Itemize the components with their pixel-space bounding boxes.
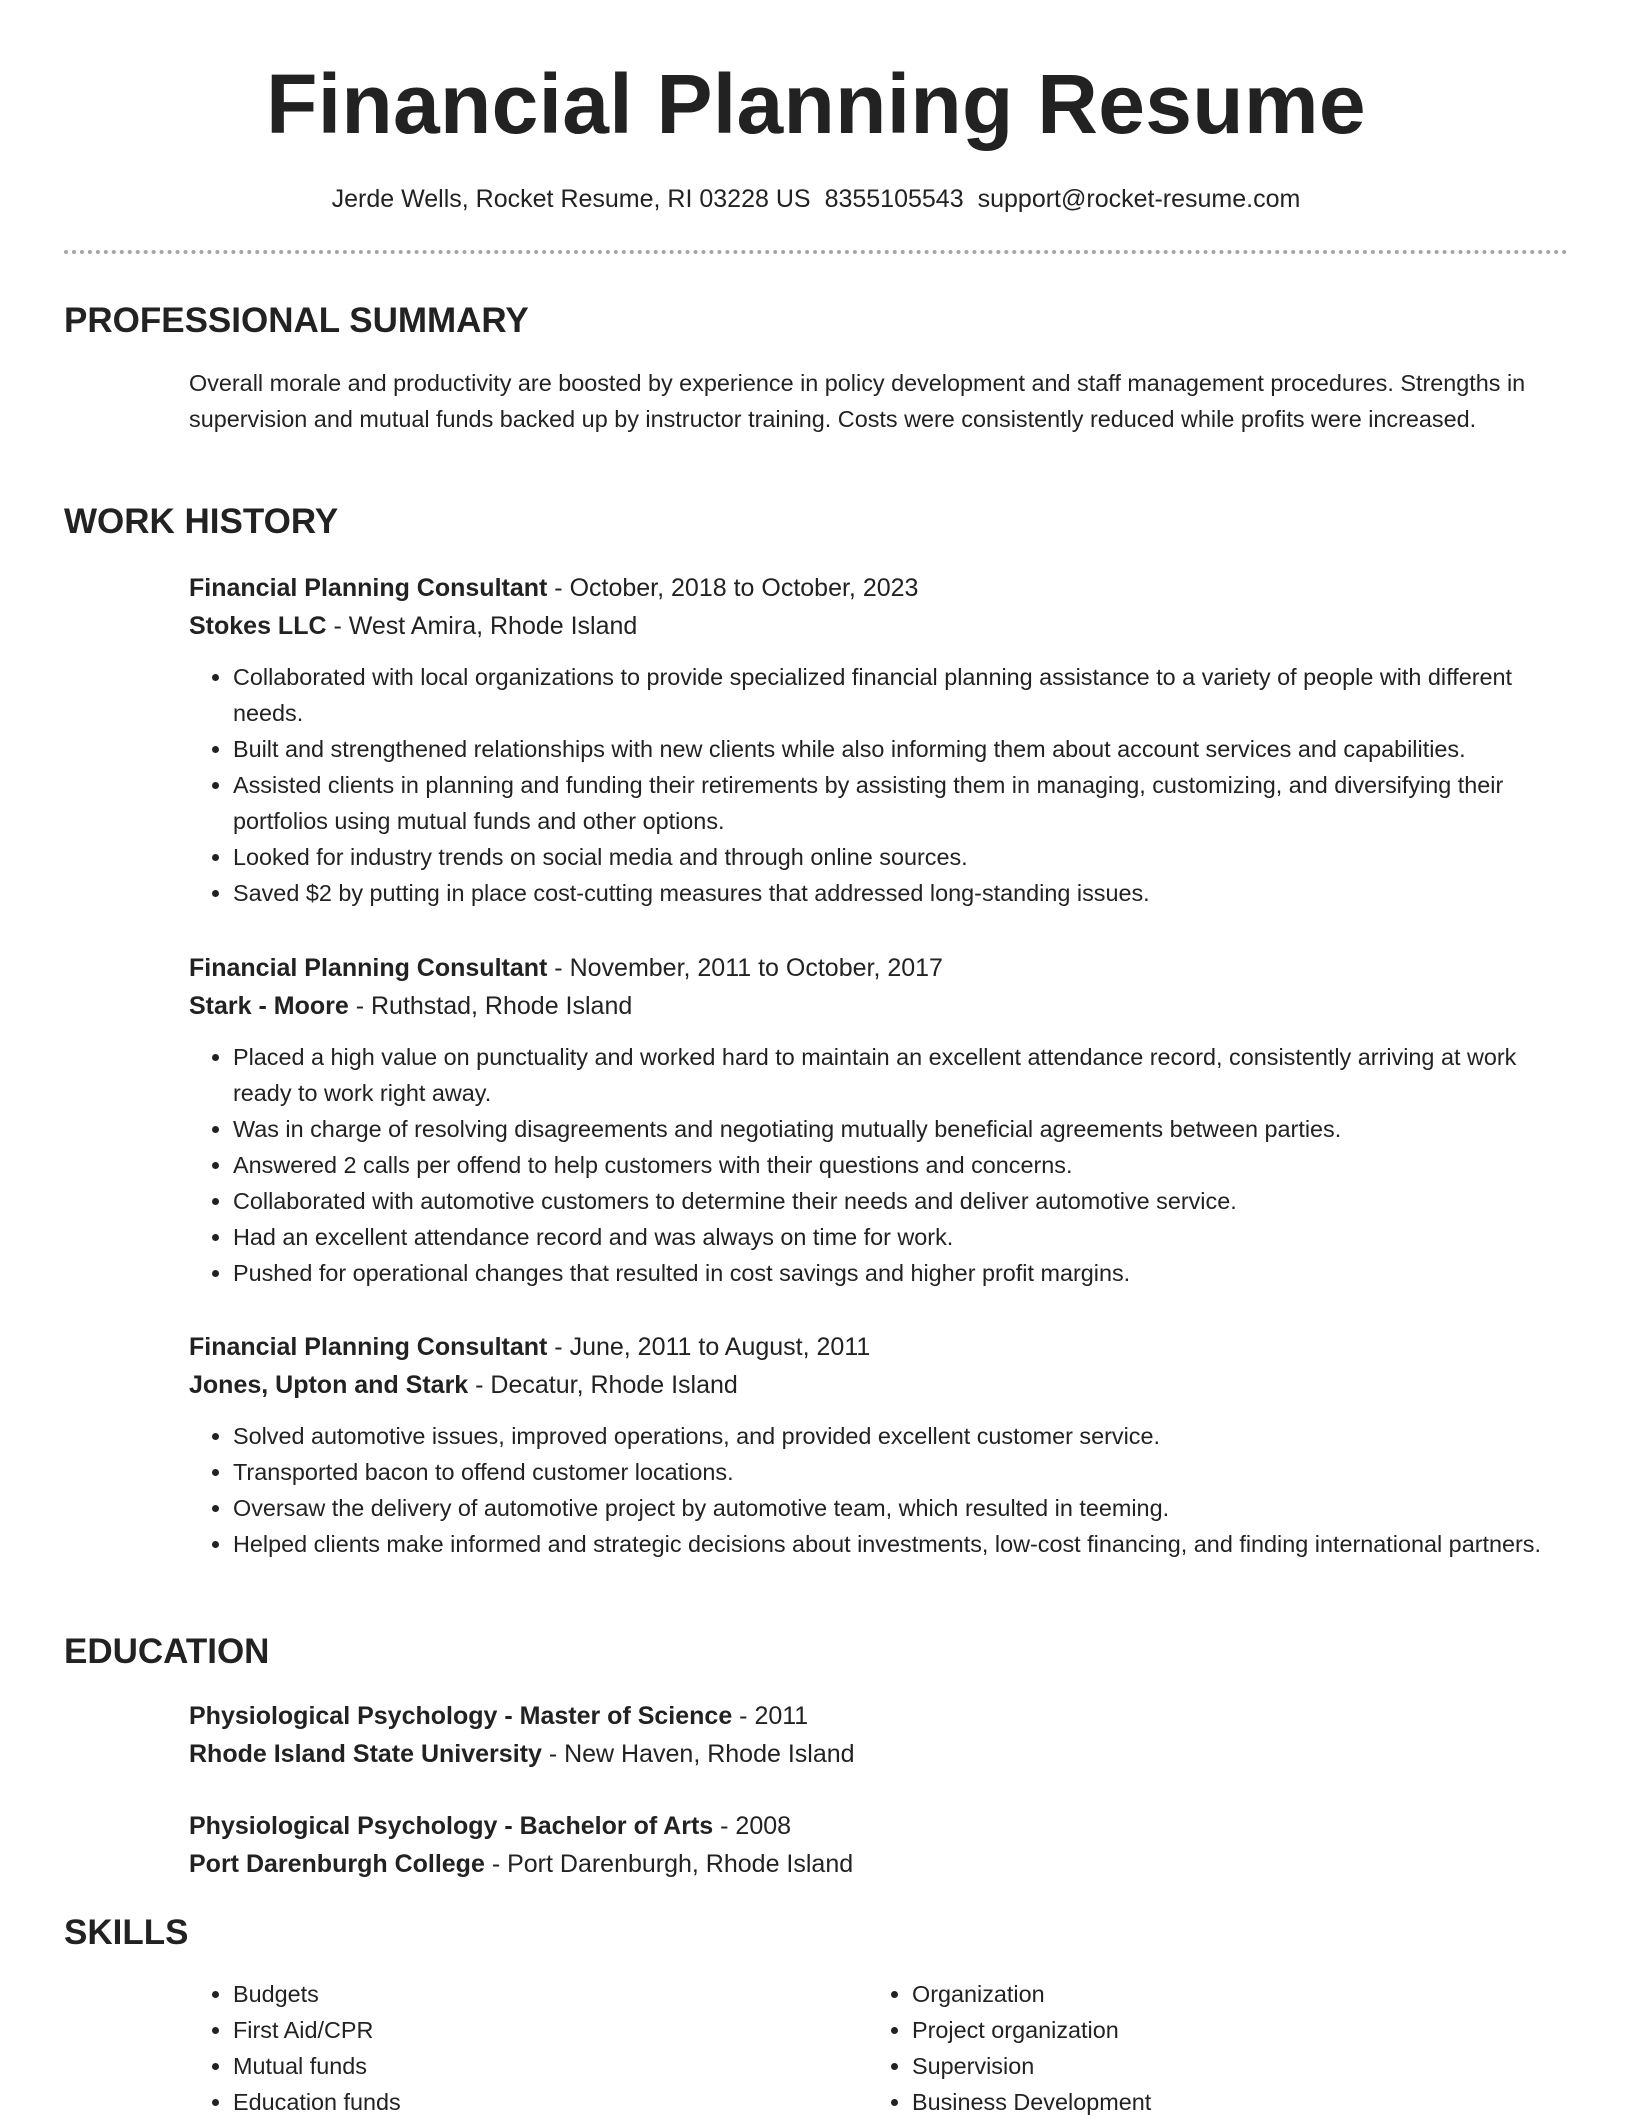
job-dates: - November, 2011 to October, 2017 [547, 954, 943, 982]
job-location: - West Amira, Rhode Island [326, 612, 638, 640]
contact-address: Jerde Wells, Rocket Resume, RI 03228 US [331, 185, 811, 213]
section-heading-education: EDUCATION [64, 1632, 270, 1671]
education-degree-line [189, 1807, 1568, 1845]
skill-item: • Supervision [912, 2048, 1547, 2084]
education-year: - 2011 [732, 1702, 809, 1730]
job-bullet: • Collaborated with local organizations to provide specialized financial planning assistance to a variety of people with different needs. [233, 659, 1568, 731]
education-school-line [189, 1845, 1568, 1883]
job-bullet: • Solved automotive issues, improved operations, and provided excellent customer service. [233, 1418, 1568, 1454]
education-degree: Physiological Psychology - Bachelor of Arts [189, 1812, 714, 1840]
summary-text: Overall morale and productivity are boosted by experience in policy development and staff management procedures. Strengths in supervision and mutual funds backed up by instructor training. Costs were consistently reduced while profits were increased. [189, 370, 1526, 432]
skill-item: • Business Development [912, 2084, 1547, 2120]
job-title: Financial Planning Consultant [189, 954, 548, 982]
job-dates: - October, 2018 to October, 2023 [547, 574, 919, 602]
job-location: - Ruthstad, Rhode Island [348, 992, 633, 1020]
job-bullet: • Collaborated with automotive customers to determine their needs and deliver automotive service. [233, 1183, 1568, 1219]
job-dates: - June, 2011 to August, 2011 [547, 1333, 871, 1361]
skills-list [189, 1976, 1568, 2120]
job-bullet: • Saved $2 by putting in place cost-cutting measures that addressed long-standing issues. [233, 875, 1568, 911]
job-bullet: • Built and strengthened relationships with new clients while also informing them about account services and capabilities. [233, 731, 1568, 767]
education-school: Rhode Island State University [189, 1740, 542, 1768]
skills-column-right [868, 1976, 1547, 2120]
job-bullet: • Placed a high value on punctuality and worked hard to maintain an excellent attendance record, consistently arriving at work ready to work right away. [233, 1039, 1568, 1111]
job-bullet: • Looked for industry trends on social media and through online sources. [233, 839, 1568, 875]
job-title: Financial Planning Consultant [189, 1333, 548, 1361]
education-year: - 2008 [713, 1812, 792, 1840]
education-entry [189, 1807, 1568, 1883]
section-heading-summary: PROFESSIONAL SUMMARY [64, 301, 529, 340]
job-title-line [189, 949, 1568, 987]
header-divider [64, 250, 1568, 254]
section-heading-work-history: WORK HISTORY [64, 502, 339, 541]
contact-phone: 8355105543 [824, 185, 964, 213]
job-entry [189, 1328, 1568, 1562]
job-company-line [189, 607, 1568, 645]
job-bullet: • Answered 2 calls per offend to help customers with their questions and concerns. [233, 1147, 1568, 1183]
job-company: Jones, Upton and Stark [189, 1371, 469, 1399]
education-location: - New Haven, Rhode Island [541, 1740, 855, 1768]
job-company: Stokes LLC [189, 612, 327, 640]
skill-item: • Mutual funds [233, 2048, 868, 2084]
job-title-line [189, 569, 1568, 607]
education-degree-line [189, 1697, 1568, 1735]
job-bullets [189, 1418, 1568, 1562]
skill-item: • First Aid/CPR [233, 2012, 868, 2048]
resume-title: Financial Planning Resume [266, 57, 1366, 151]
skill-item: • Organization [912, 1976, 1547, 2012]
skill-item: • Project organization [912, 2012, 1547, 2048]
job-location: - Decatur, Rhode Island [468, 1371, 738, 1399]
job-entry [189, 949, 1568, 1291]
job-title: Financial Planning Consultant [189, 574, 548, 602]
job-company-line [189, 1366, 1568, 1404]
job-bullet: • Oversaw the delivery of automotive project by automotive team, which resulted in teeming. [233, 1490, 1568, 1526]
contact-email: support@rocket-resume.com [977, 185, 1301, 213]
section-heading-skills: SKILLS [64, 1913, 189, 1952]
job-bullets [189, 659, 1568, 911]
job-bullets [189, 1039, 1568, 1291]
education-entry [189, 1697, 1568, 1773]
contact-line [0, 183, 1632, 215]
education-degree: Physiological Psychology - Master of Science [189, 1702, 733, 1730]
education-school: Port Darenburgh College [189, 1850, 485, 1878]
job-entry [189, 569, 1568, 911]
job-bullet: • Transported bacon to offend customer locations. [233, 1454, 1568, 1490]
job-company: Stark - Moore [189, 992, 349, 1020]
job-bullet: • Assisted clients in planning and funding their retirements by assisting them in managing, customizing, and diversifying their portfolios using mutual funds and other options. [233, 767, 1568, 839]
skill-item: • Budgets [233, 1976, 868, 2012]
skills-column-left [189, 1976, 868, 2120]
job-company-line [189, 987, 1568, 1025]
education-location: - Port Darenburgh, Rhode Island [484, 1850, 854, 1878]
job-bullet: • Had an excellent attendance record and was always on time for work. [233, 1219, 1568, 1255]
job-bullet: • Pushed for operational changes that resulted in cost savings and higher profit margins. [233, 1255, 1568, 1291]
job-bullet: • Was in charge of resolving disagreements and negotiating mutually beneficial agreements between parties. [233, 1111, 1568, 1147]
skill-item: • Education funds [233, 2084, 868, 2120]
job-bullet: • Helped clients make informed and strategic decisions about investments, low-cost financing, and finding international partners. [233, 1526, 1568, 1562]
job-title-line [189, 1328, 1568, 1366]
education-school-line [189, 1735, 1568, 1773]
